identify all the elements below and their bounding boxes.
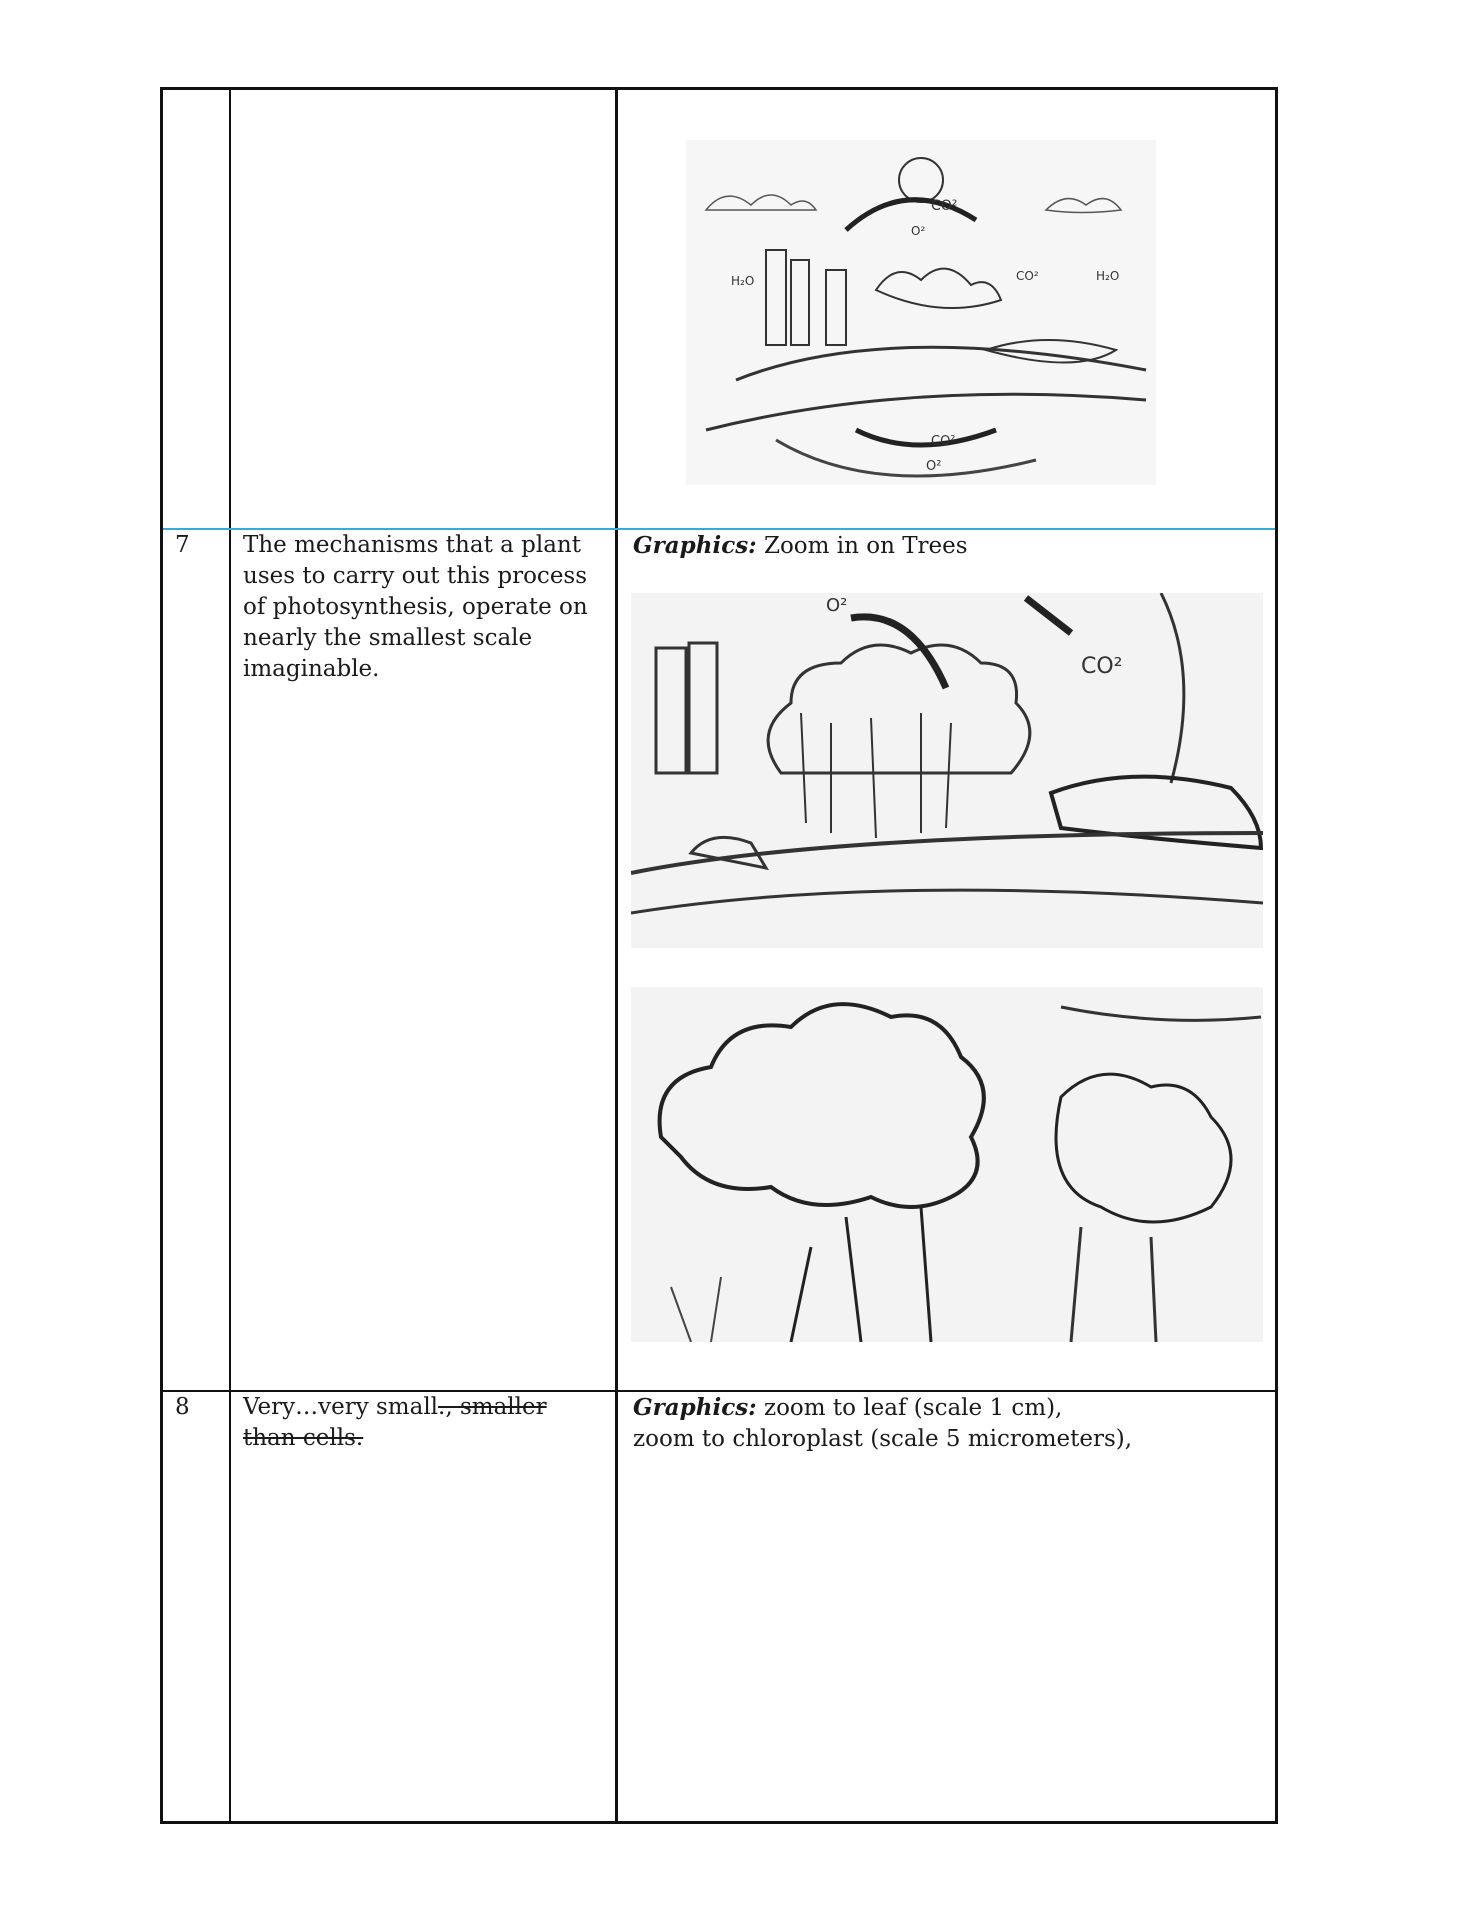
trees-zoom-sketch [631,593,1263,948]
svg-text:CO²: CO² [931,434,956,449]
carbon-cycle-drawing [686,140,1156,485]
row-number: 7 [175,532,190,558]
graphics-label: Graphics: [633,1394,757,1421]
trees-closeup-drawing [631,987,1263,1342]
narration-text: The mechanisms that a plant uses to carry out this process of photosynthesis, operate on nearly the smallest scale imaginable. [243,532,588,682]
carbon-cycle-sketch [686,140,1156,485]
trees-zoom-drawing [631,593,1263,948]
narration-main: Very…very small [243,1394,439,1420]
column-divider-narration [615,90,618,1821]
graphics-note [633,1392,1263,1455]
graphics-line-2: zoom to chloroplast (scale 5 micrometers), [633,1426,1133,1452]
graphics-line-1 [633,1392,1263,1424]
narration-struck: ., smaller than cells. [243,1394,547,1451]
narration-text [243,1392,603,1454]
svg-text:CO²: CO² [1081,654,1123,679]
trees-closeup-sketch [631,987,1263,1342]
graphics-line-1-text: zoom to leaf (scale 1 cm), [756,1395,1063,1421]
graphics-label: Graphics: [633,532,757,559]
storyboard-table [160,87,1278,1824]
svg-text:H₂O: H₂O [1096,269,1120,283]
svg-text:CO²: CO² [1016,269,1039,283]
row-number: 8 [175,1394,190,1420]
svg-text:O²: O² [826,595,848,616]
svg-text:O²: O² [911,224,926,238]
graphics-text: Zoom in on Trees [756,533,968,559]
graphics-note [633,530,1263,562]
svg-text:O²: O² [926,459,942,474]
svg-text:H₂O: H₂O [731,274,755,288]
svg-text:CO²: CO² [931,198,958,214]
column-divider-number [229,90,231,1821]
